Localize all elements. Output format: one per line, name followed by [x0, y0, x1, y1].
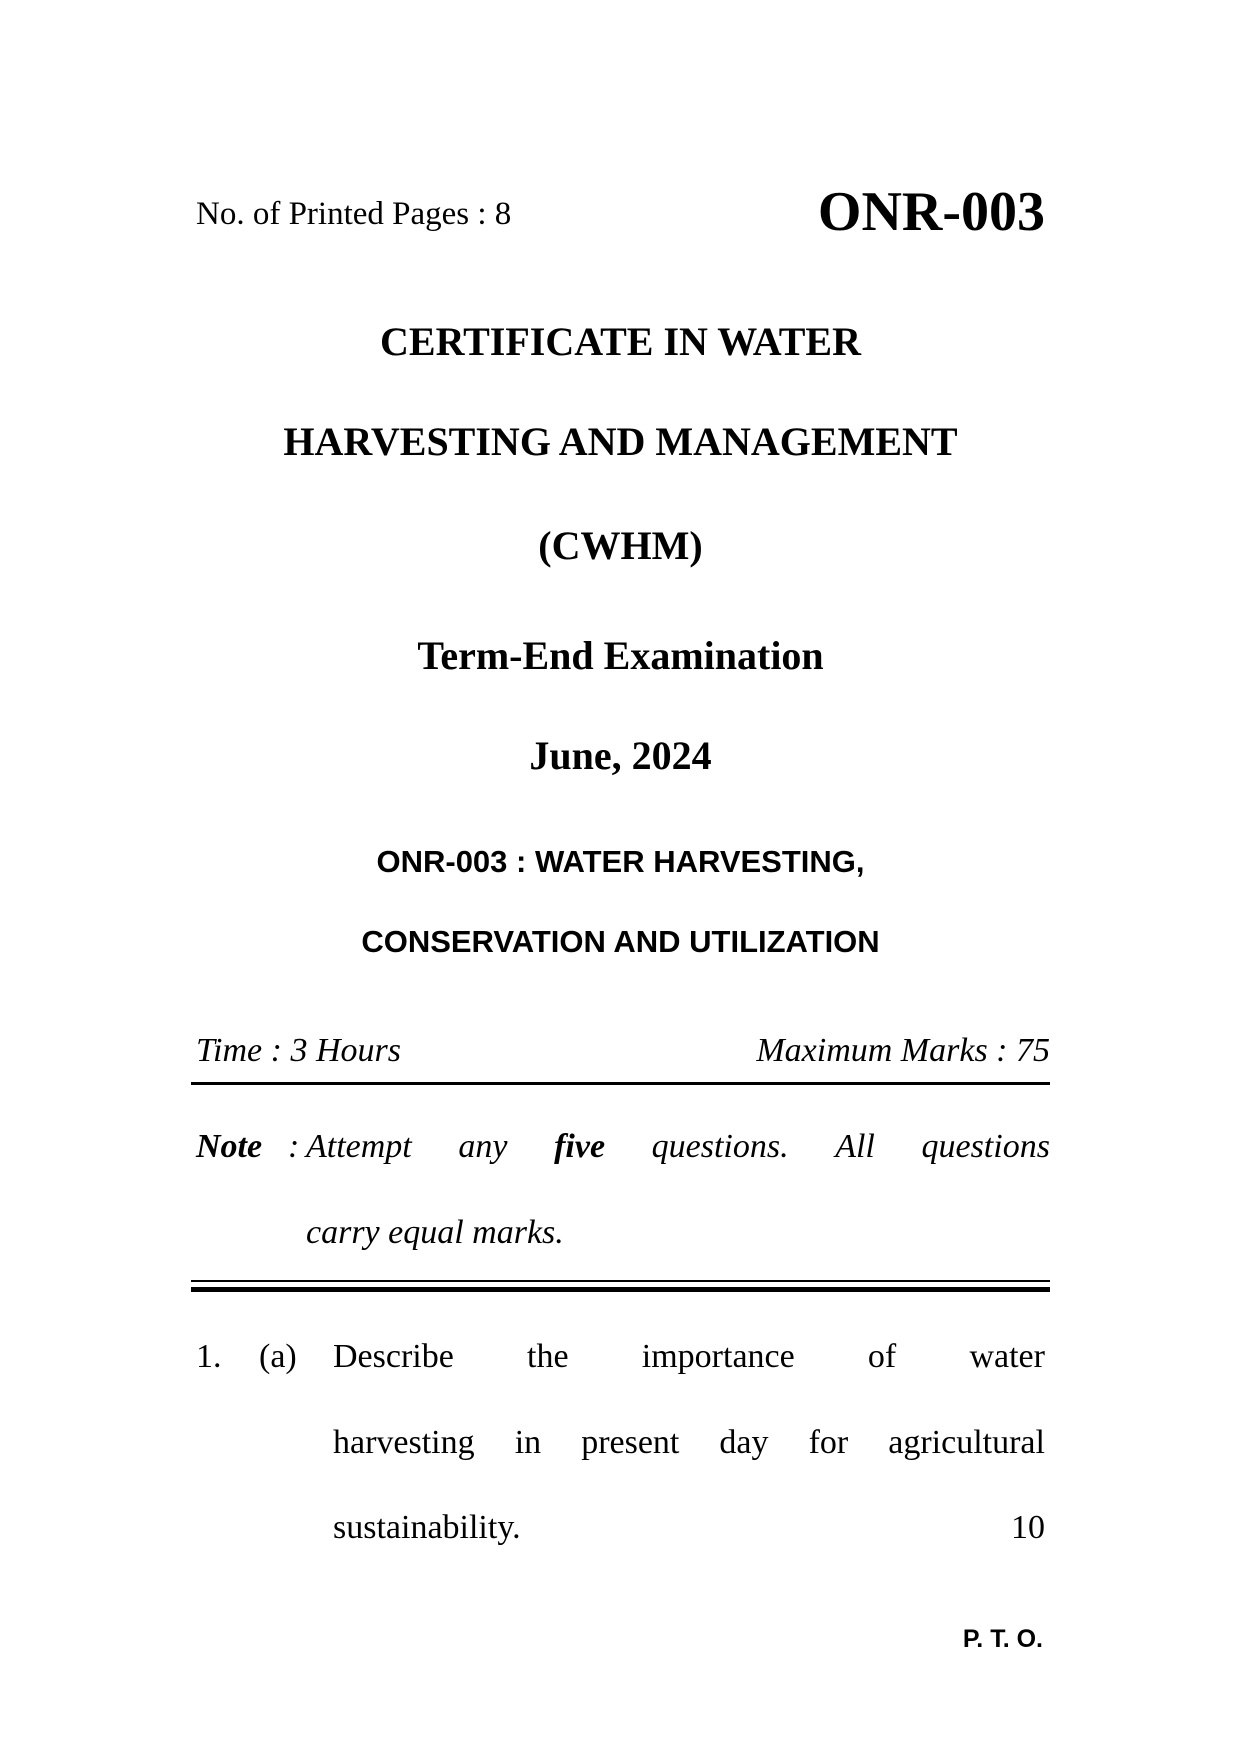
question-word: in	[514, 1424, 542, 1461]
note-word: any	[458, 1128, 508, 1165]
exam-session: June, 2024	[529, 733, 712, 778]
note-word: questions	[921, 1128, 1050, 1165]
note-word: All	[835, 1128, 875, 1165]
note-word: questions.	[651, 1128, 789, 1165]
question-marks: 10	[1011, 1509, 1045, 1546]
question-word: the	[527, 1338, 569, 1375]
question-word: harvesting	[333, 1424, 475, 1461]
question-word: for	[808, 1424, 849, 1461]
question-text-line-2	[333, 1424, 1045, 1462]
question-number: 1.	[196, 1338, 222, 1375]
question-word: of	[867, 1338, 897, 1375]
paper-code: ONR-003	[817, 181, 1045, 243]
printed-pages-count: No. of Printed Pages : 8	[196, 196, 512, 232]
programme-title-line-1: CERTIFICATE IN WATER	[380, 319, 861, 364]
note-label: Note	[196, 1128, 263, 1165]
question-part-label: (a)	[259, 1338, 297, 1375]
course-title-line-1: ONR-003 : WATER HARVESTING,	[376, 844, 865, 879]
question-word: present	[581, 1424, 680, 1461]
question-text-line-3: sustainability.	[333, 1509, 521, 1546]
programme-code: (CWHM)	[538, 523, 703, 568]
maximum-marks: Maximum Marks : 75	[756, 1032, 1050, 1069]
question-word: day	[719, 1424, 769, 1461]
double-divider-thick	[191, 1287, 1050, 1292]
divider-line	[191, 1082, 1050, 1085]
double-divider-thin	[191, 1280, 1050, 1282]
course-title-line-2: CONSERVATION AND UTILIZATION	[361, 924, 880, 959]
note-word-emphasis: five	[554, 1128, 606, 1165]
note-colon: :	[288, 1128, 300, 1165]
note-line-2: carry equal marks.	[306, 1214, 564, 1251]
note-line-1	[306, 1128, 1050, 1166]
exam-duration: Time : 3 Hours	[196, 1032, 401, 1069]
question-word: Describe	[333, 1338, 454, 1375]
please-turn-over: P. T. O.	[962, 1625, 1043, 1653]
question-word: importance	[641, 1338, 795, 1375]
question-word: water	[969, 1338, 1045, 1375]
question-text-line-1	[333, 1338, 1045, 1376]
note-word: Attempt	[306, 1128, 412, 1165]
question-word: agricultural	[888, 1424, 1045, 1461]
programme-title-line-2: HARVESTING AND MANAGEMENT	[283, 419, 958, 464]
exam-name: Term-End Examination	[417, 633, 824, 678]
